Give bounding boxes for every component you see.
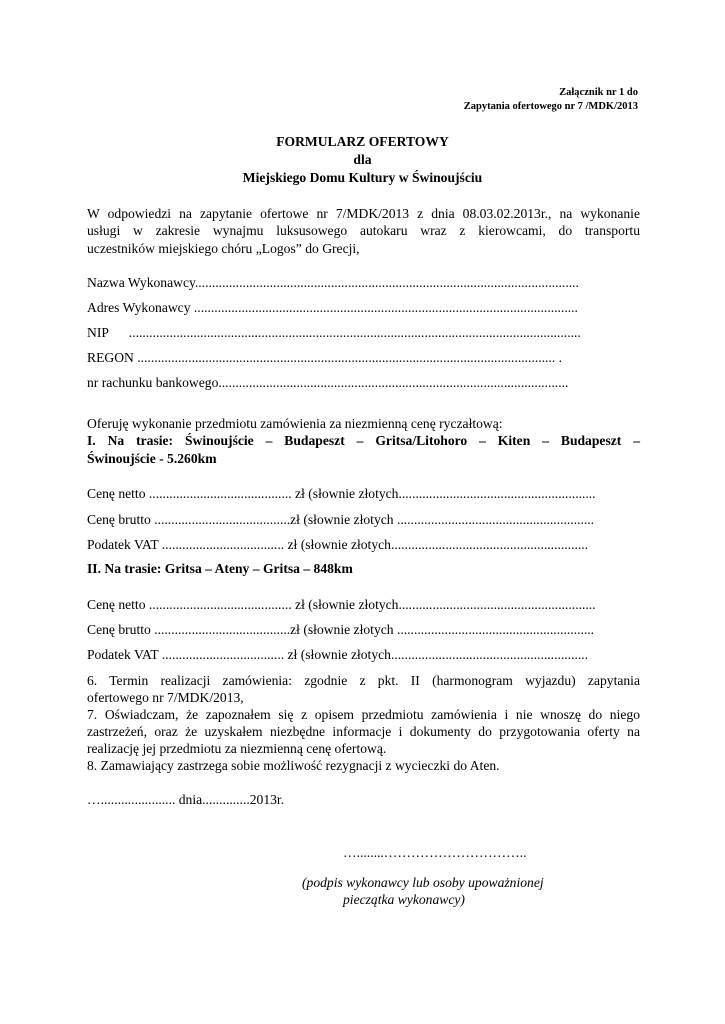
attachment-label-line2: Zapytania ofertowego nr 7 /MDK/2013 bbox=[463, 101, 638, 112]
date-line: …...................... dnia..............2013r. bbox=[87, 792, 285, 807]
regon-field: REGON ........................................................................................................................... . bbox=[87, 350, 563, 365]
route-1-line-2: Świnoujście - 5.260km bbox=[87, 451, 217, 466]
term-7-line-2: zastrzeżeń, oraz że uzyskałem niezbędne informacje i dokumenty do przygotowania oferty na bbox=[87, 724, 640, 739]
term-7-line-3: realizację jej przedmiotu za niezmienną cenę ofertową. bbox=[87, 741, 387, 756]
route-1-gross-price: Cenę brutto ........................................zł (słownie złotych .......................................................... bbox=[87, 512, 595, 527]
route-2-heading: II. Na trasie: Gritsa – Ateny – Gritsa – 848km bbox=[87, 561, 353, 576]
intro-line-3: uczestników miejskiego chóru „Logos” do Grecji, bbox=[87, 241, 360, 256]
signature-caption-line-1: (podpis wykonawcy lub osoby upoważnionej bbox=[302, 875, 544, 890]
signature-caption-line-2: pieczątka wykonawcy) bbox=[343, 892, 465, 907]
route-2-vat: Podatek VAT .................................... zł (słownie złotych.......................................................... bbox=[87, 647, 589, 662]
attachment-label-line1: Załącznik nr 1 do bbox=[559, 87, 638, 98]
signature-line: …........………………………….. bbox=[343, 845, 527, 860]
nip-field: NIP ..................................................................................................................................... bbox=[87, 325, 581, 340]
form-title-institution: Miejskiego Domu Kultury w Świnoujściu bbox=[242, 170, 483, 185]
route-2-net-price: Cenę netto .......................................... zł (słownie złotych.......................................................... bbox=[87, 597, 596, 612]
term-7-line-1: 7. Oświadczam, że zapoznałem się z opisem przedmiotu zamówienia i nie wnoszę do niego bbox=[87, 707, 640, 722]
term-6-line-2: ofertowego nr 7/MDK/2013, bbox=[87, 690, 244, 705]
route-1-line-1: I. Na trasie: Świnoujście – Budapeszt – Gritsa/Litohoro – Kiten – Budapeszt – bbox=[87, 433, 640, 448]
term-8: 8. Zamawiający zastrzega sobie możliwość rezygnacji z wycieczki do Aten. bbox=[87, 758, 500, 773]
contractor-name-field: Nazwa Wykonawcy................................................................................................................. bbox=[87, 275, 579, 290]
form-title-for: dla bbox=[353, 152, 372, 167]
intro-line-1: W odpowiedzi na zapytanie ofertowe nr 7/MDK/2013 z dnia 08.03.02.2013r., na wykonanie bbox=[87, 206, 640, 221]
route-1-vat: Podatek VAT .................................... zł (słownie złotych.......................................................... bbox=[87, 537, 589, 552]
route-1-net-price: Cenę netto .......................................... zł (słownie złotych.......................................................... bbox=[87, 486, 596, 501]
intro-line-2: usługi w zakresie wynajmu luksusowego autokaru wraz z kierowcami, do transportu bbox=[87, 223, 640, 238]
contractor-address-field: Adres Wykonawcy ................................................................................................................. bbox=[87, 300, 578, 315]
term-6-line-1: 6. Termin realizacji zamówienia: zgodnie z pkt. II (harmonogram wyjazdu) zapytania bbox=[87, 673, 640, 688]
form-title: FORMULARZ OFERTOWY bbox=[276, 134, 449, 149]
bank-account-field: nr rachunku bankowego....................................................................................................... bbox=[87, 375, 569, 390]
offer-intro: Oferuję wykonanie przedmiotu zamówienia za niezmienną cenę ryczałtową: bbox=[87, 416, 503, 431]
route-2-gross-price: Cenę brutto ........................................zł (słownie złotych .......................................................... bbox=[87, 622, 595, 637]
